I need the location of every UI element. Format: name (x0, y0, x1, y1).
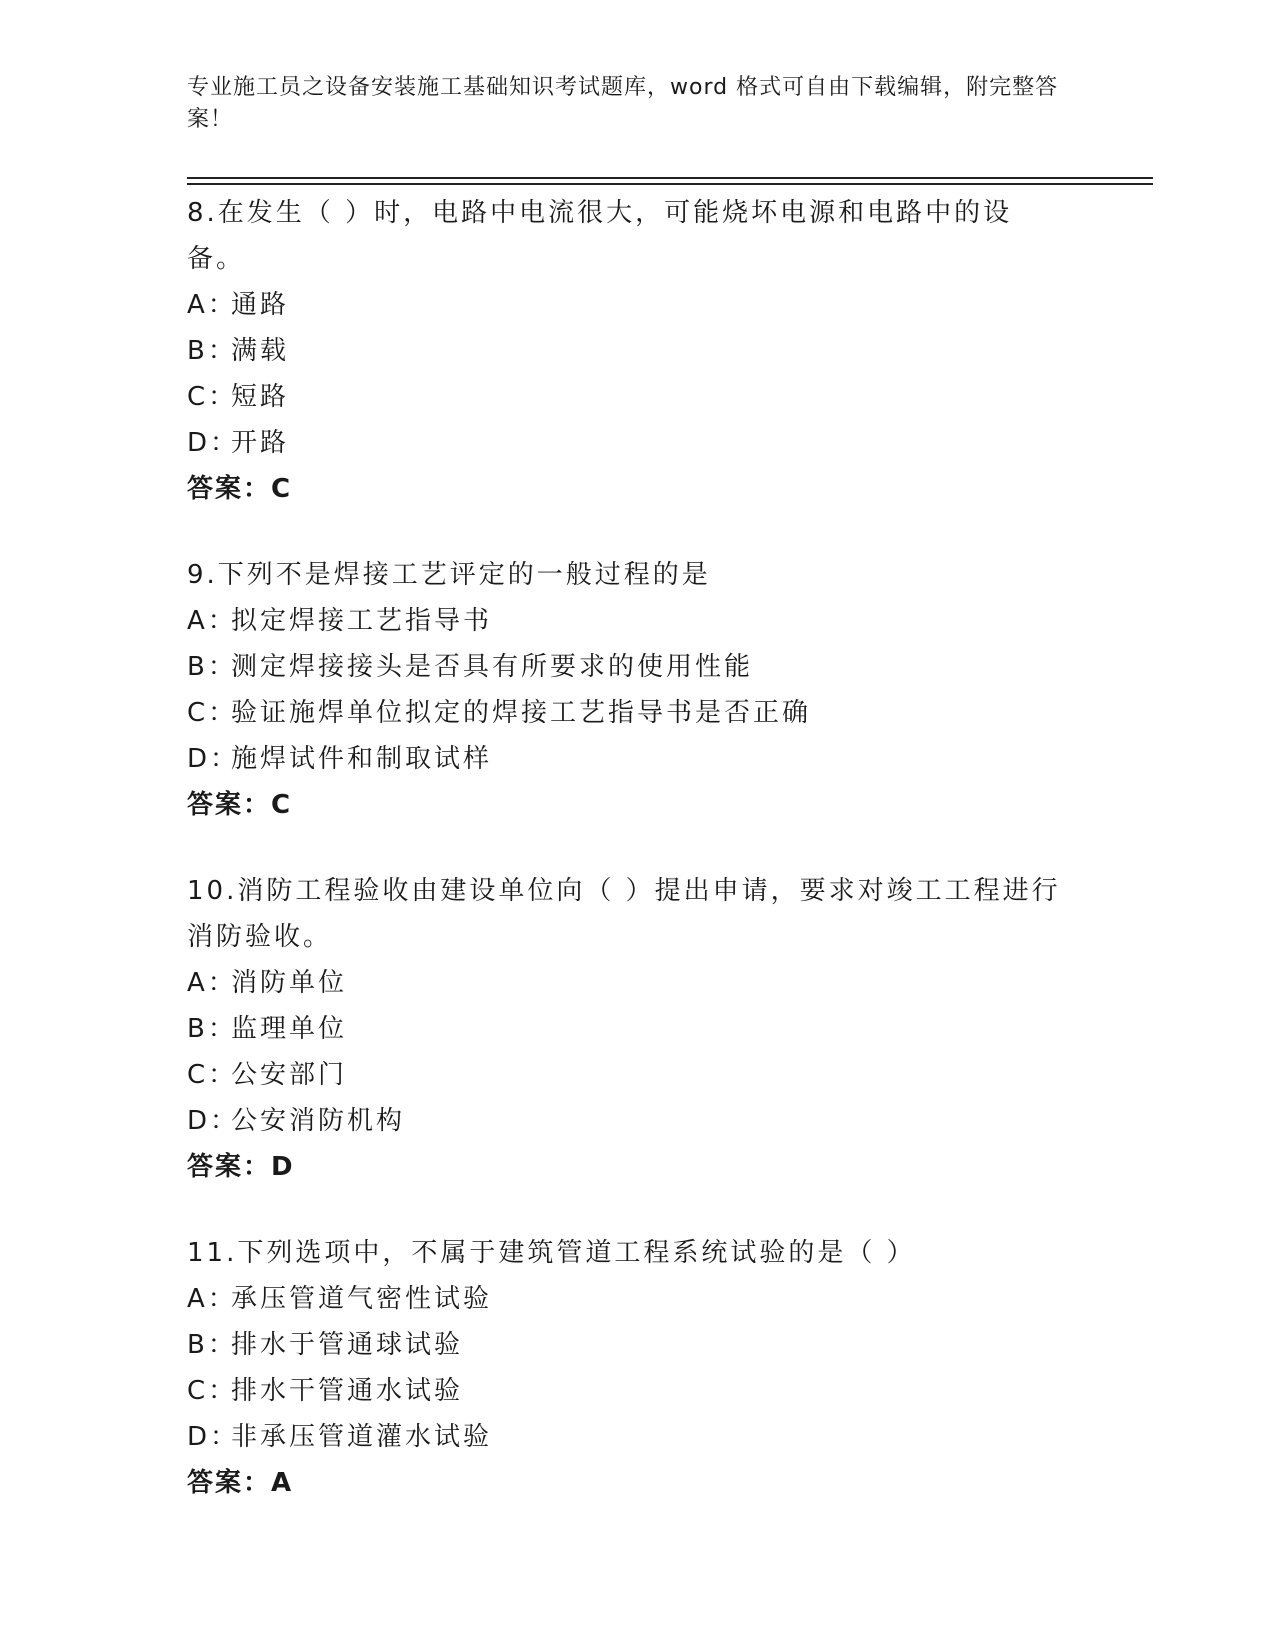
option-c (187, 690, 1067, 736)
question-stem: 10.消防工程验收由建设单位向（ ）提出申请，要求对竣工工程进行消防验收。 (187, 876, 1061, 952)
header-divider-bottom (187, 183, 1153, 185)
option-key: C： (187, 698, 238, 728)
option-key: C： (187, 1376, 238, 1406)
option-text: 通路 (231, 290, 290, 320)
option-text: 承压管道气密性试验 (231, 1284, 493, 1314)
option-a (187, 960, 1067, 1006)
option-a (187, 282, 1067, 328)
answer-line: 答案：C (187, 790, 293, 820)
option-text: 公安部门 (231, 1060, 348, 1090)
option-text: 开路 (231, 428, 290, 458)
option-key: B： (187, 336, 237, 366)
option-d (187, 736, 1067, 782)
option-key: A： (187, 1284, 237, 1314)
answer-line: 答案：A (187, 1468, 294, 1498)
option-key: A： (187, 968, 237, 998)
question-stem: 8.在发生（ ）时，电路中电流很大，可能烧坏电源和电路中的设备。 (187, 198, 1013, 274)
option-key: D： (187, 428, 240, 458)
option-key: D： (187, 1422, 240, 1452)
option-key: D： (187, 744, 240, 774)
option-text: 满载 (231, 336, 290, 366)
option-key: B： (187, 1330, 237, 1360)
option-text: 公安消防机构 (231, 1106, 406, 1136)
option-b (187, 328, 1067, 374)
option-d (187, 1414, 1067, 1460)
option-c (187, 1368, 1067, 1414)
question-list (187, 190, 1067, 1546)
option-c (187, 1052, 1067, 1098)
document-header: 专业施工员之设备安装施工基础知识考试题库，word 格式可自由下载编辑，附完整答案！ (187, 75, 1059, 132)
header-divider-top (187, 177, 1153, 179)
option-b (187, 1322, 1067, 1368)
question-8 (187, 190, 1067, 512)
question-11 (187, 1230, 1067, 1506)
option-text: 验证施焊单位拟定的焊接工艺指导书是否正确 (231, 698, 812, 728)
option-text: 施焊试件和制取试样 (231, 744, 493, 774)
option-a (187, 598, 1067, 644)
option-text: 短路 (231, 382, 290, 412)
option-key: C： (187, 382, 238, 412)
option-d (187, 1098, 1067, 1144)
option-key: C： (187, 1060, 238, 1090)
option-text: 排水于管通球试验 (231, 1330, 464, 1360)
option-key: B： (187, 652, 237, 682)
question-stem: 11.下列选项中，不属于建筑管道工程系统试验的是（ ） (187, 1238, 916, 1268)
answer-line: 答案：D (187, 1152, 295, 1182)
option-key: D： (187, 1106, 240, 1136)
option-c (187, 374, 1067, 420)
option-text: 测定焊接接头是否具有所要求的使用性能 (231, 652, 754, 682)
option-text: 消防单位 (231, 968, 348, 998)
option-a (187, 1276, 1067, 1322)
option-text: 非承压管道灌水试验 (231, 1422, 493, 1452)
option-b (187, 1006, 1067, 1052)
option-text: 监理单位 (231, 1014, 348, 1044)
answer-line: 答案：C (187, 474, 293, 504)
option-text: 拟定焊接工艺指导书 (231, 606, 493, 636)
option-key: B： (187, 1014, 237, 1044)
option-text: 排水干管通水试验 (231, 1376, 464, 1406)
question-10 (187, 868, 1067, 1190)
question-stem: 9.下列不是焊接工艺评定的一般过程的是 (187, 560, 711, 590)
option-key: A： (187, 290, 237, 320)
option-d (187, 420, 1067, 466)
question-9 (187, 552, 1067, 828)
option-key: A： (187, 606, 237, 636)
option-b (187, 644, 1067, 690)
